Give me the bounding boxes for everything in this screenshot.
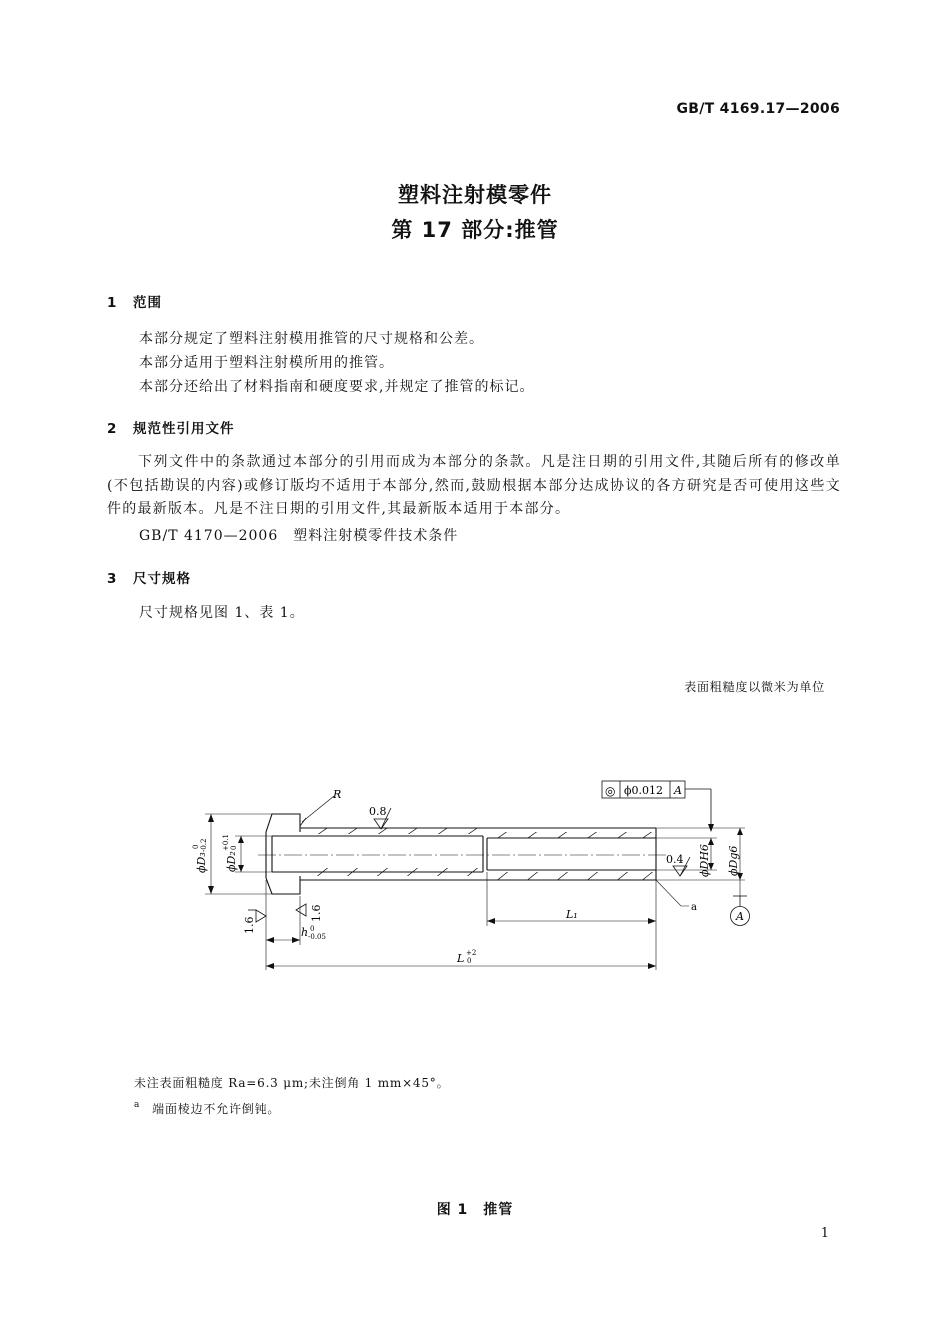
unit-note: 表面粗糙度以微米为单位 (684, 680, 825, 694)
radius-leader (302, 796, 334, 822)
dim-L-tol-upper: +2 (466, 949, 477, 957)
section-3-heading (107, 567, 191, 587)
dimension-D3 (192, 839, 208, 874)
push-tube-drawing (0, 760, 950, 990)
dim-D-H6: ϕDH6 (698, 844, 711, 877)
dimension-D2 (222, 834, 238, 872)
section-2-reference: GB/T 4170—2006 塑料注射模零件技术条件 (139, 528, 459, 544)
dim-D2-label: ϕD₂ (225, 851, 238, 872)
section-hatching (310, 826, 660, 882)
note-a-marker: a (134, 1100, 141, 1110)
figure-general-note: 未注表面粗糙度 Ra=6.3 μm;未注倒角 1 mm×45°。 (134, 1076, 450, 1090)
section-1-heading (107, 291, 162, 311)
dim-D3-label: ϕD₃ (195, 852, 208, 873)
section-number: 1 (107, 295, 118, 311)
section-2-heading (107, 417, 235, 437)
roughness-symbol-head-right (296, 904, 306, 916)
datum-label: A (736, 910, 744, 923)
section-number: 3 (107, 571, 118, 587)
dim-D3-tol-upper: 0 (192, 844, 200, 849)
figure-caption: 图 1 推管 (436, 1202, 514, 1218)
dim-D2-tol-lower: 0 (230, 845, 238, 850)
document-title-line2: 第 17 部分:推管 (391, 218, 559, 242)
roughness-head-left-value: 1.6 (243, 916, 256, 934)
dim-D-g6: ϕDg6 (727, 845, 740, 876)
section-title: 范围 (133, 295, 162, 311)
note-a-marker-in-drawing: a (691, 902, 697, 913)
section-1-paragraph-2: 本部分适用于塑料注射模所用的推管。 (139, 355, 394, 371)
roughness-bore-value: 0.8 (369, 805, 387, 818)
section-1-paragraph-3: 本部分还给出了材料指南和硬度要求,并规定了推管的标记。 (139, 379, 535, 395)
left-dimension-lines (205, 814, 272, 894)
section-1-paragraph-1: 本部分规定了塑料注射模用推管的尺寸规格和公差。 (139, 331, 484, 347)
dim-D2-tol-upper: +0.1 (222, 834, 230, 851)
dim-h-tol-lower: -0.05 (308, 933, 326, 941)
dim-L-label: L (457, 952, 465, 965)
roughness-head-right-value: 1.6 (310, 904, 323, 922)
section-2-paragraph: 下列文件中的条款通过本部分的引用而成为本部分的条款。凡是注日期的引用文件,其随后所有的修改单(不包括勘误的内容)或修订版均不适用于本部分,然而,鼓励根据本部分达成协议的各方研究是否可使用这些文件的最新版本。凡是不注日期的引用文件,其最新版本适用于本部分。 (107, 454, 841, 517)
dimension-h (301, 925, 326, 941)
dim-L-tol-lower: 0 (467, 957, 472, 965)
dim-h-label: h (301, 926, 309, 939)
concentricity-symbol: ◎ (605, 784, 616, 798)
page-number: 1 (820, 1226, 829, 1241)
dim-D3-tol-lower: -0.2 (200, 838, 208, 852)
standard-number: GB/T 4169.17—2006 (676, 101, 840, 117)
section-title: 规范性引用文件 (133, 421, 235, 437)
note-a-leader (656, 880, 689, 906)
roughness-outer-value: 0.4 (666, 853, 684, 866)
section-number: 2 (107, 421, 118, 437)
radius-label: R (333, 788, 342, 801)
dimension-L (456, 949, 476, 965)
section-3-paragraph: 尺寸规格见图 1、表 1。 (139, 605, 305, 621)
tube-outline (266, 814, 656, 894)
tolerance-datum-ref: A (674, 784, 682, 797)
figure-note-a (134, 1100, 280, 1117)
document-title-line1: 塑料注射模零件 (398, 183, 552, 207)
tolerance-value: ϕ0.012 (624, 784, 663, 797)
dim-L1: L₁ (566, 908, 578, 921)
note-a-text: 端面棱边不允许倒钝。 (152, 1102, 281, 1116)
dim-h-tol-upper: 0 (310, 925, 315, 933)
section-title: 尺寸规格 (133, 571, 191, 587)
